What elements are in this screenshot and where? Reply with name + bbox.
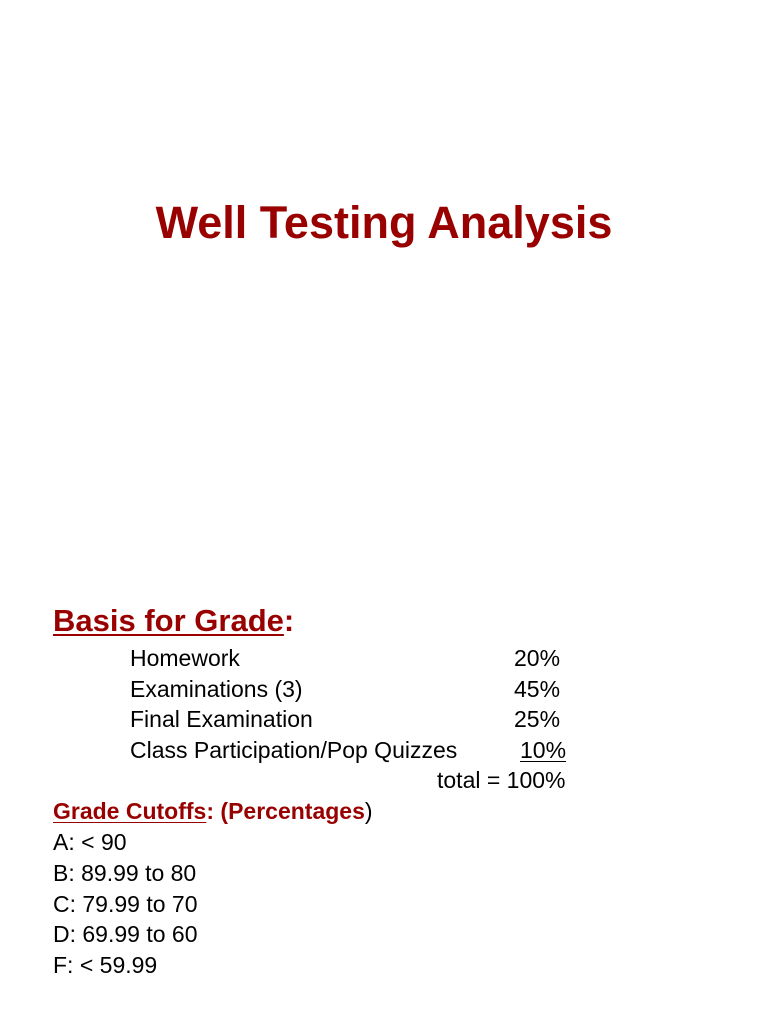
grade-component-weight-underlined: 10% — [520, 737, 567, 763]
list-item: C: 79.99 to 70 — [53, 890, 198, 917]
basis-for-grade-heading — [53, 601, 294, 641]
grade-component-label: Examinations (3) — [130, 676, 303, 702]
grade-component-row — [130, 674, 590, 704]
list-item: F: < 59.99 — [53, 952, 158, 979]
cutoffs-heading-colon: : — [206, 798, 215, 824]
basis-heading-colon: : — [283, 603, 295, 638]
grade-component-row — [130, 643, 590, 673]
list-item: D: 69.99 to 60 — [53, 921, 198, 948]
cutoffs-heading-text: Grade Cutoffs — [53, 798, 207, 824]
grade-component-row — [130, 704, 590, 734]
grade-component-weight: 25% — [514, 706, 561, 732]
grade-total: total = 100% — [437, 767, 566, 793]
list-item: B: 89.99 to 80 — [53, 859, 197, 886]
cutoffs-subheading: (Percentages — [214, 798, 365, 824]
basis-heading-text: Basis for Grade — [53, 603, 284, 638]
grade-cutoff-list — [53, 827, 198, 981]
list-item: A: < 90 — [53, 829, 127, 855]
cutoffs-close-paren: ) — [364, 798, 373, 824]
grade-component-row — [130, 735, 590, 765]
grade-component-label: Final Examination — [130, 706, 313, 732]
page-title: Well Testing Analysis — [155, 197, 613, 248]
grade-component-weight: 45% — [514, 676, 561, 702]
grade-component-weight — [520, 735, 566, 765]
grade-component-label: Class Participation/Pop Quizzes — [130, 737, 458, 763]
grade-component-weight: 20% — [514, 645, 561, 671]
grade-cutoffs-heading — [53, 796, 373, 826]
grade-component-label: Homework — [130, 645, 240, 671]
